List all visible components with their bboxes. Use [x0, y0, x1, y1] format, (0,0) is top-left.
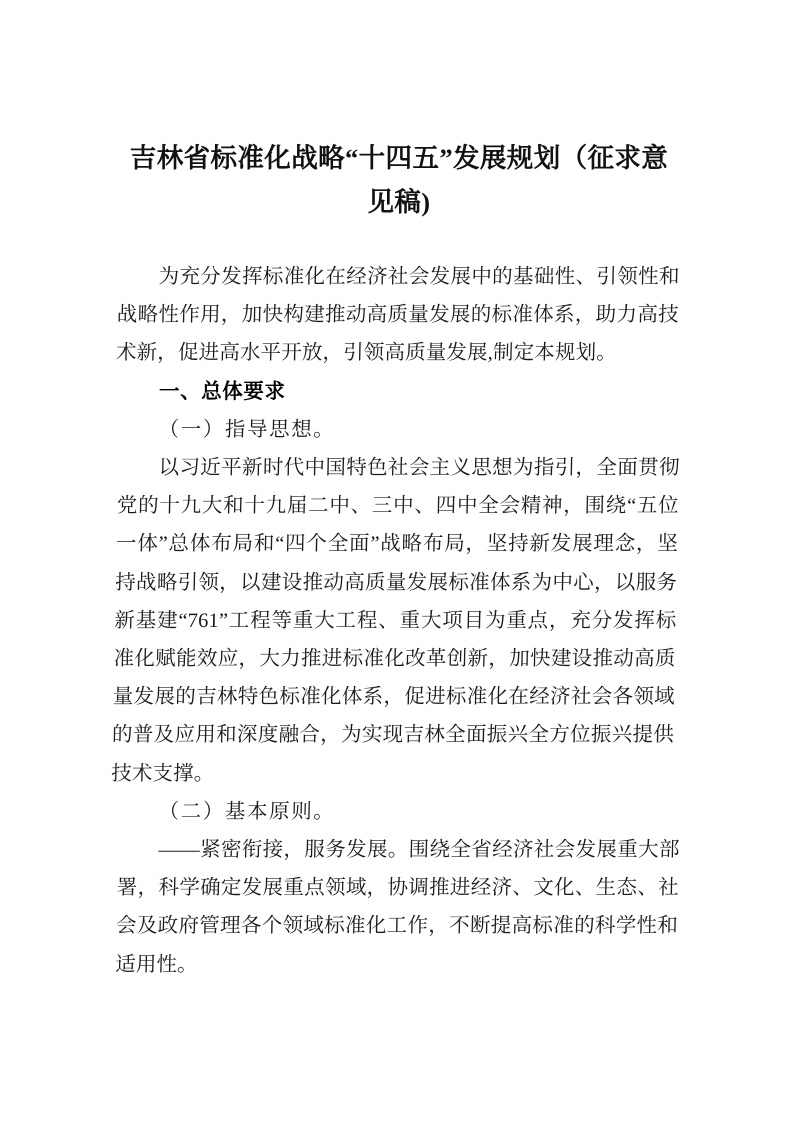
subsection-heading-guiding-thought: （一）指导思想。 [158, 418, 336, 441]
paragraph-preamble: 为充分发挥标准化在经济社会发展中的基础性、引领性和战略性作用，加快构建推动高质量发展的标准体系，助力高技术新，促进高水平开放，引领高质量发展,制定本规划。 [115, 266, 680, 365]
paragraph-principle-close-linkage: ——紧密衔接，服务发展。围绕全省经济社会发展重大部署，科学确定发展重点领域，协调推进经济、文化、生态、社会及政府管理各个领域标准化工作，不断提高标准的科学性和适用性。 [114, 839, 680, 976]
subsection-heading-basic-principles: （二）基本原则。 [158, 800, 336, 823]
document-content [110, 0, 680, 984]
paragraph-guiding-thought: 以习近平新时代中国特色社会主义思想为指引，全面贯彻党的十九大和十九届二中、三中、四中全会精神，围绕“五位一体”总体布局和“四个全面”战略布局，坚持新发展理念，坚持战略引领，以建设推动高质量发展标准体系为中心，以服务新基建“761”工程等重大工程、重大项目为重点，充分发挥标准化赋能效应，大力推进标准化改革创新，加快建设推动高质量发展的吉林特色标准化体系，促进标准化在经济社会各领域的普及应用和深度融合，为实现吉林全面振兴全方位振兴提供技术支撑。 [110, 457, 680, 785]
section-heading-overall-requirements: 一、总体要求 [159, 379, 286, 403]
document-title: 吉林省标准化战略“十四五”发展规划（征求意见稿) [129, 143, 669, 217]
